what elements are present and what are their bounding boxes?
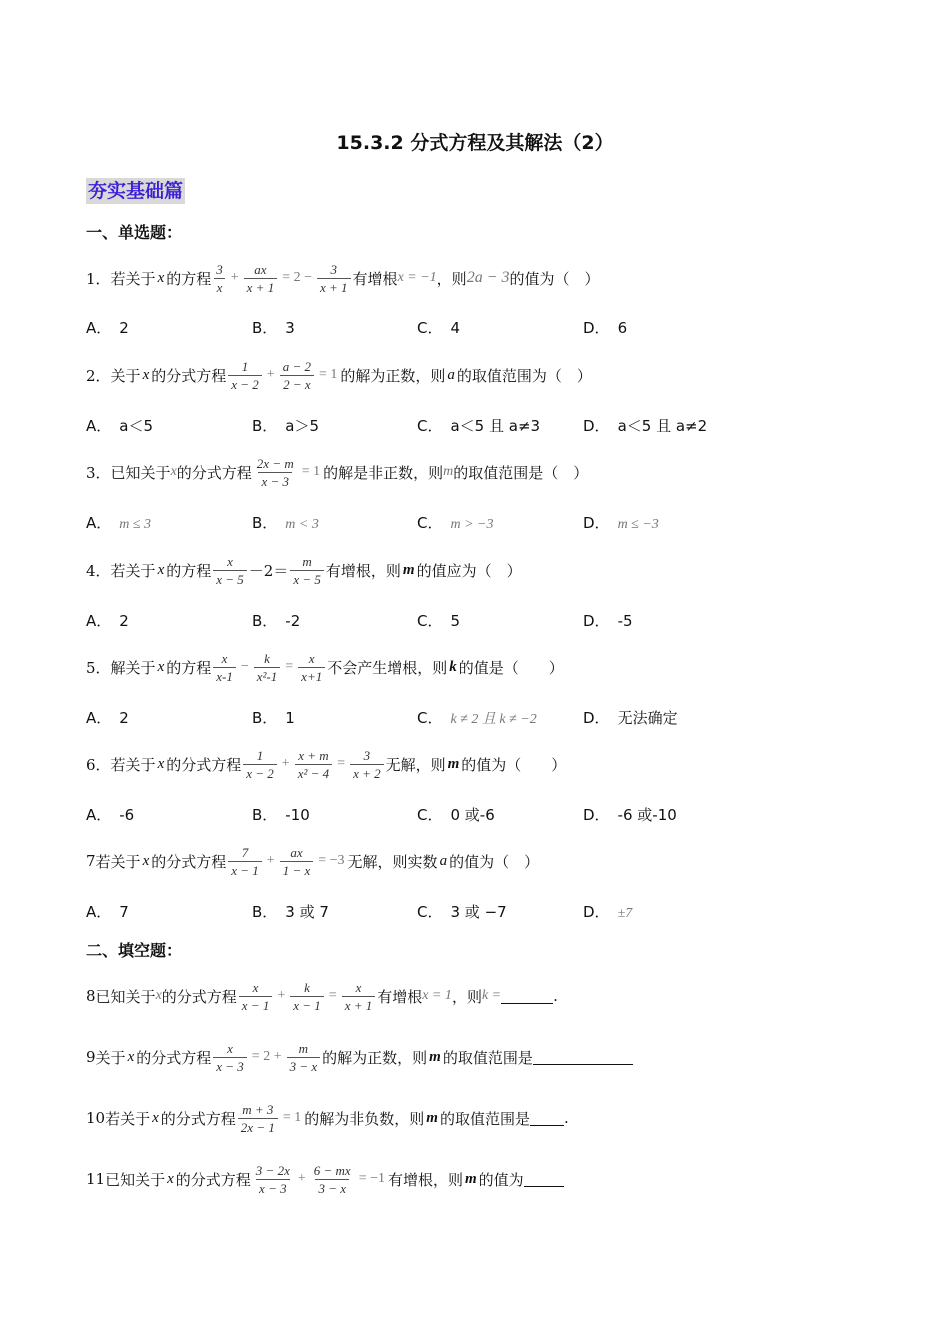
fraction: $\frac{x}{x-1}$ — [213, 651, 236, 684]
question-number: 1． — [86, 269, 111, 288]
heading-fill-blank: 二、填空题： — [86, 941, 183, 960]
option-d[interactable]: D． -6 或-10 — [583, 806, 677, 824]
option-b[interactable]: B． -10 — [252, 806, 310, 824]
option-a[interactable]: A． a＜5 — [86, 417, 154, 435]
option-a[interactable]: A． 2 — [86, 709, 129, 727]
answer-blank[interactable] — [501, 989, 553, 1004]
option-c[interactable]: C． a＜5 且 a≠3 — [417, 417, 541, 435]
variable: x — [142, 852, 150, 869]
variable: m — [402, 561, 415, 578]
variable: x — [157, 658, 165, 675]
option-c[interactable]: C． k ≠ 2 且 k ≠ −2 — [417, 709, 537, 727]
math-expr: x = −1 — [397, 270, 437, 285]
option-c[interactable]: C． 3 或 −7 — [417, 903, 507, 921]
fraction: $\frac{ax}{1 - x}$ — [280, 845, 314, 878]
variable: m — [429, 1048, 441, 1065]
variable: k — [449, 658, 457, 675]
fraction: $\frac{3 - 2x}{x - 3}$ — [255, 1162, 290, 1196]
variable: x — [167, 1170, 174, 1187]
question-8: 8 已知关于 x 的分式方程 $\frac{x}{x - 1}$ + $\frac{k}{x - 1}$ = $\frac{x}{x + 1}$ 有增根 x = 1 ，则 k = . — [86, 979, 558, 1013]
fraction: $\frac{k}{x - 1}$ — [290, 980, 324, 1013]
option-d[interactable]: D． a＜5 且 a≠2 — [583, 417, 708, 435]
option-a[interactable]: A． 7 — [86, 903, 129, 921]
question-text: 的方程 — [166, 269, 212, 288]
question-3: 3． 已知关于 x 的分式方程 $\frac{2x - m}{x - 3}$ = 1 的解是非正数，则 m 的取值范围是（ ） — [86, 455, 589, 489]
variable: x — [152, 1109, 159, 1126]
math-expr: k = — [481, 988, 502, 1003]
variable: m — [426, 1109, 438, 1126]
option-b[interactable]: B． 3 或 7 — [252, 903, 329, 921]
question-9: 9 关于 x 的分式方程 $\frac{x}{x - 3}$ = 2 + $\frac{m}{3 - x}$ 的解为正数，则 m 的取值范围是 — [86, 1037, 633, 1077]
variable: x — [157, 755, 165, 772]
options-2 — [86, 415, 786, 437]
option-b[interactable]: B． a＞5 — [252, 417, 320, 435]
fraction: $\frac{x}{x - 3}$ — [213, 1041, 247, 1074]
variable: a — [447, 366, 455, 383]
variable: x — [157, 561, 165, 578]
question-2: 2． 关于 x 的分式方程 $\frac{1}{x - 2}$ + $\frac{a - 2}{2 - x}$ = 1 的解为正数，则 a 的取值范围为（ ） — [86, 358, 592, 392]
math-expr: x = 1 — [422, 988, 452, 1003]
fraction: $\frac{a - 2}{2 - x}$ — [280, 359, 314, 392]
fraction: $\frac{3}{x + 2}$ — [350, 748, 384, 781]
page-title: 15.3.2 分式方程及其解法（2） — [336, 132, 614, 154]
variable: m — [443, 464, 454, 479]
fraction: $\frac{k}{\text{x²-1}}$ — [254, 651, 281, 684]
fraction: $\frac{m + 3}{2x - 1}$ — [238, 1102, 278, 1135]
option-d[interactable]: D． m ≤ −3 — [583, 514, 659, 532]
question-text: 若关于 — [110, 269, 156, 288]
answer-blank[interactable] — [533, 1050, 633, 1065]
question-1 — [86, 258, 600, 298]
question-10: 10 若关于 x 的分式方程 $\frac{m + 3}{2x - 1}$ = 1 的解为非负数，则 m 的取值范围是 . — [86, 1101, 569, 1135]
fraction: $\frac{x}{x - 5}$ — [213, 554, 247, 587]
options-1 — [86, 317, 786, 339]
option-a[interactable]: A． 2 — [86, 612, 129, 630]
option-d[interactable]: D． 6 — [583, 319, 628, 337]
question-text: 的值为（ ） — [509, 269, 600, 288]
fraction: $\frac{ax}{x + 1}$ — [244, 262, 278, 295]
variable: x — [155, 988, 162, 1003]
option-b[interactable]: B． 1 — [252, 709, 295, 727]
fraction: $\frac{m}{x - 5}$ — [290, 554, 324, 587]
option-d[interactable]: D． 无法确定 — [583, 709, 678, 727]
variable: m — [447, 755, 460, 772]
question-7: 7 若关于 x 的分式方程 $\frac{7}{x - 1}$ + $\frac{ax}{1 - x}$ = −3 无解，则实数 a 的值为（ ） — [86, 844, 540, 878]
option-c[interactable]: C． 5 — [417, 612, 461, 630]
operator: + — [230, 270, 239, 285]
options-7 — [86, 901, 786, 923]
option-c[interactable]: C． 4 — [417, 319, 461, 337]
fraction: $\frac{1}{x - 2}$ — [228, 359, 262, 392]
heading-single-choice: 一、单选题： — [86, 223, 183, 242]
question-11: 11 已知关于 x 的分式方程 $\frac{3 - 2x}{x - 3}$ + $\frac{6 - mx}{3 - x}$ = −1 有增根，则 m 的值为 — [86, 1159, 564, 1199]
variable: x — [157, 269, 165, 286]
fraction: $\frac{3}{x}$ — [213, 262, 226, 295]
option-c[interactable]: C． m > −3 — [417, 514, 494, 532]
option-c[interactable]: C． 0 或-6 — [417, 806, 495, 824]
fraction: $\frac{6 - mx}{3 - x}$ — [313, 1162, 351, 1196]
fraction: $\frac{x + m}{\text{x² − 4}}$ — [295, 748, 332, 781]
option-b[interactable]: B． m < 3 — [252, 514, 319, 532]
option-b[interactable]: B． -2 — [252, 612, 301, 630]
option-b[interactable]: B． 3 — [252, 319, 295, 337]
operator: －2＝ — [248, 561, 289, 580]
options-3 — [86, 512, 786, 534]
fraction: $\frac{1}{x - 2}$ — [243, 748, 277, 781]
variable: x — [170, 464, 177, 479]
question-6: 6． 若关于 x 的分式方程 $\frac{1}{x - 2}$ + $\frac{x + m}{\text{x² − 4}}$ = $\frac{3}{x + 2}$ 无解，则 m 的值为（ ） — [86, 747, 567, 781]
variable: x — [142, 366, 150, 383]
question-5: 5． 解关于 x 的方程 $\frac{x}{x-1}$ − $\frac{k}{\text{x²-1}}$ = $\frac{x}{x+1}$ 不会产生增根，则 k 的值是（ ） — [86, 650, 564, 684]
math-expr: 2a − 3 — [466, 269, 510, 286]
options-4 — [86, 610, 786, 632]
option-d[interactable]: D． ±7 — [583, 903, 633, 921]
fraction: $\frac{3}{x + 1}$ — [317, 262, 351, 295]
fraction: $\frac{x}{x + 1}$ — [342, 980, 376, 1013]
options-5 — [86, 707, 786, 729]
fraction: $\frac{m}{3 - x}$ — [287, 1041, 321, 1074]
question-text: 有增根 — [352, 269, 398, 288]
answer-blank[interactable] — [530, 1111, 564, 1126]
fraction: $\frac{x}{x+1}$ — [298, 651, 325, 684]
option-a[interactable]: A． m ≤ 3 — [86, 514, 152, 532]
variable: x — [127, 1048, 135, 1065]
option-a[interactable]: A． -6 — [86, 806, 135, 824]
section-tag: 夯实基础篇 — [88, 180, 184, 202]
option-a[interactable]: A． 2 — [86, 319, 129, 337]
options-6 — [86, 804, 786, 826]
variable: m — [465, 1170, 477, 1187]
question-4: 4． 若关于 x 的方程 $\frac{x}{x - 5}$ －2＝ $\frac{m}{x - 5}$ 有增根，则 m 的值应为（ ） — [86, 553, 522, 587]
answer-blank[interactable] — [524, 1172, 564, 1187]
fraction: $\frac{7}{x - 1}$ — [228, 845, 262, 878]
fraction: $\frac{2x - m}{x - 3}$ — [256, 455, 294, 489]
fraction: $\frac{x}{x - 1}$ — [239, 980, 273, 1013]
operator: = 2 − — [282, 270, 312, 285]
option-d[interactable]: D． -5 — [583, 612, 633, 630]
question-text: ，则 — [436, 269, 467, 288]
variable: a — [439, 852, 448, 869]
